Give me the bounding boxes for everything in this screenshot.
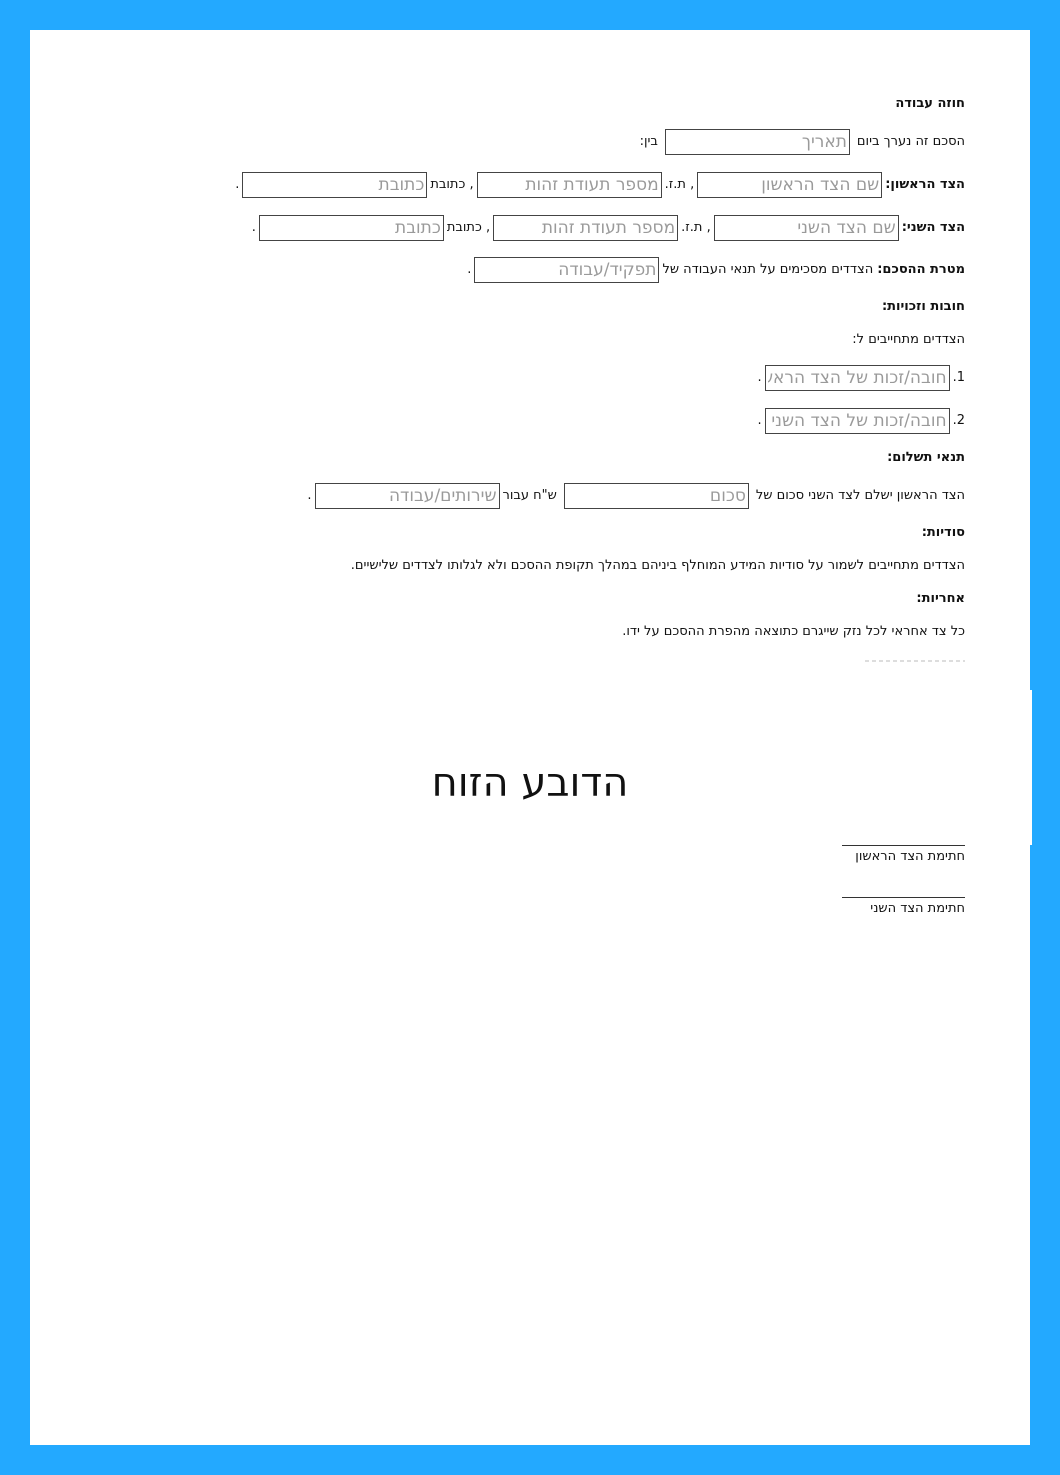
contract-title: [895, 91, 965, 117]
signature-party2-label: חתימת הצד השני: [870, 901, 965, 916]
faded-text-strip: [865, 660, 965, 662]
liability-heading-text: אחריות:: [916, 591, 965, 606]
services-input[interactable]: [315, 483, 500, 509]
purpose-label: מטרת ההסכם:: [877, 262, 965, 277]
liability-heading: [916, 586, 965, 612]
obligations-intro-text: הצדדים מתחייבים ל:: [852, 332, 965, 347]
payment-line: [307, 483, 965, 509]
confidentiality-heading-text: סודיות:: [921, 525, 965, 540]
confidentiality-body: הצדדים מתחייבים לשמור על סודיות המידע המוחלף ביניהם במהלך תקופת ההסכם ולא לגלותו לצדדים שלישיים.: [350, 558, 965, 573]
party2-line: [252, 215, 965, 241]
payment-end: .: [307, 488, 312, 503]
signature-party1-label: חתימת הצד הראשון: [855, 849, 965, 864]
payment-text: הצד הראשון ישלם לצד השני סכום של: [755, 488, 965, 503]
obligations-intro: [852, 327, 965, 353]
party1-address-input[interactable]: [242, 172, 427, 198]
obligation-1-input[interactable]: [765, 365, 950, 391]
party2-label: הצד השני:: [901, 220, 965, 235]
party1-label: הצד הראשון:: [885, 177, 965, 192]
party2-id-label: , ת.ז.: [681, 220, 711, 235]
party1-id-label: , ת.ז.: [664, 177, 695, 192]
obligation-item-2: [757, 408, 965, 434]
intro-text: הסכם זה נערך ביום: [856, 134, 965, 149]
party1-name-input[interactable]: [697, 172, 882, 198]
obligations-heading-text: חובות וזכויות:: [881, 299, 965, 314]
confidentiality-heading: [922, 520, 965, 546]
amount-input[interactable]: [564, 483, 749, 509]
purpose-end: .: [467, 262, 472, 277]
document-page: [30, 30, 1030, 1445]
obligations-heading: [882, 294, 965, 320]
contract-title-text: חוזה עבודה: [895, 96, 965, 111]
signature-line-1: [842, 845, 965, 846]
obligation-item-1: [757, 365, 965, 391]
payment-heading-text: תנאי תשלום:: [887, 450, 965, 465]
obligation-2-end: .: [757, 413, 762, 428]
party2-end: .: [251, 220, 256, 235]
signature-line-2: [842, 897, 965, 898]
party2-id-input[interactable]: [493, 215, 678, 241]
purpose-text: הצדדים מסכימים על תנאי העבודה של: [662, 262, 874, 277]
role-input[interactable]: [474, 257, 659, 283]
signature-party2: [842, 897, 965, 916]
obligation-2-number: 2.: [952, 413, 965, 428]
party2-name-input[interactable]: [714, 215, 899, 241]
intro-between: בין:: [639, 134, 658, 149]
payment-heading: [887, 445, 965, 471]
signature-party1: [842, 845, 965, 864]
payment-middle: ש"ח עבור: [502, 488, 557, 503]
obligation-1-number: 1.: [952, 370, 965, 385]
party2-address-label: , כתובת: [446, 220, 491, 235]
intro-line: [640, 129, 965, 155]
party1-address-label: , כתובת: [430, 177, 474, 192]
brand-name: הדובע הזוח: [431, 760, 629, 806]
liability-text: [622, 619, 965, 645]
party2-address-input[interactable]: [259, 215, 444, 241]
date-input[interactable]: [665, 129, 850, 155]
obligation-2-input[interactable]: [765, 408, 950, 434]
party1-end: .: [235, 177, 240, 192]
party1-line: [235, 172, 965, 198]
obligation-1-end: .: [757, 370, 762, 385]
confidentiality-text: [351, 553, 965, 579]
purpose-line: [467, 257, 965, 283]
party1-id-input[interactable]: [477, 172, 662, 198]
liability-body: כל צד אחראי לכל נזק שייגרם כתוצאה מהפרת ההסכם על ידו.: [622, 624, 965, 639]
